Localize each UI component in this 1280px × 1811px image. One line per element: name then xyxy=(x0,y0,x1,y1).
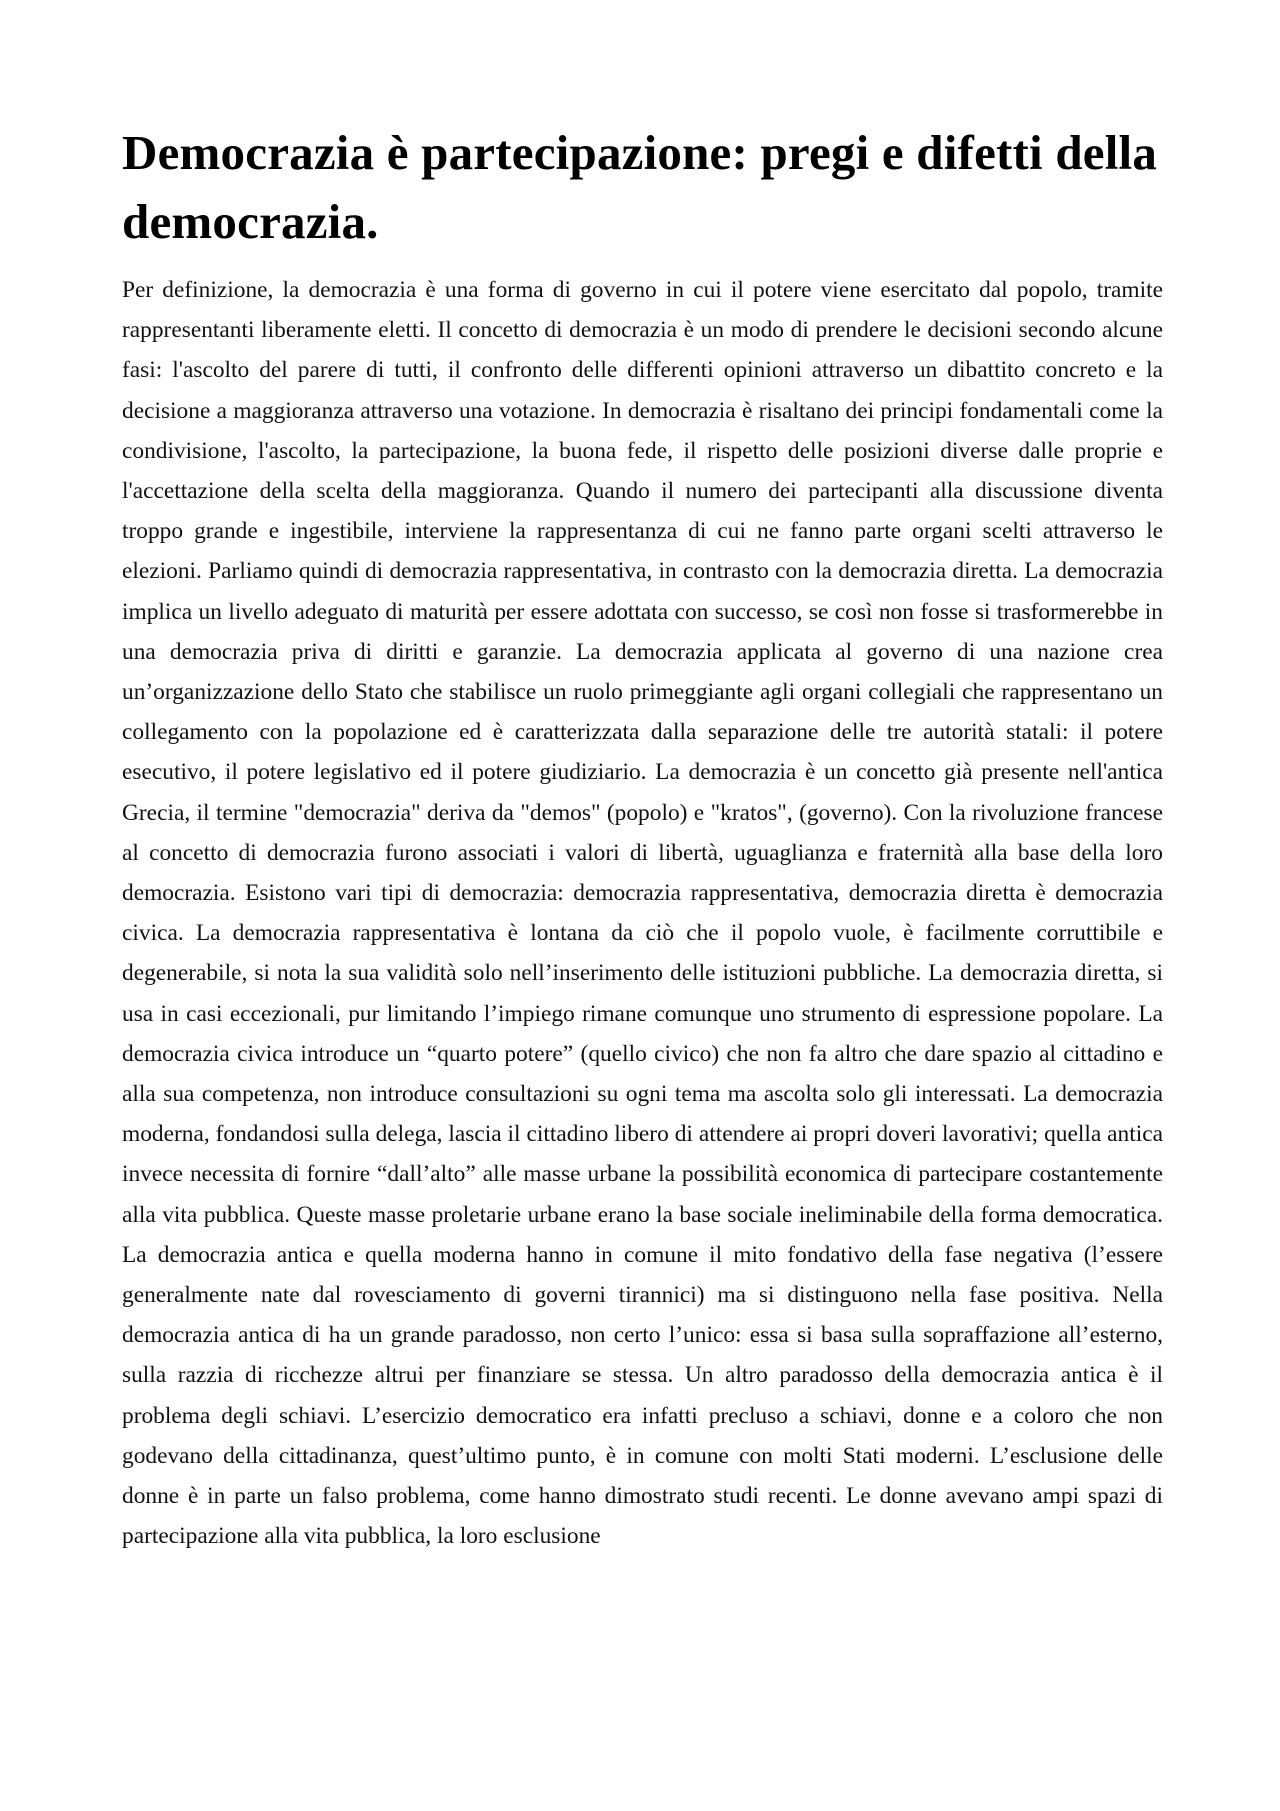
document-title: Democrazia è partecipazione: pregi e difetti della democrazia. xyxy=(122,125,1158,249)
document-body: Per definizione, la democrazia è una forma di governo in cui il potere viene esercitato dal popolo, tramite rappresentanti liberamente eletti. Il concetto di democrazia è un modo di prendere le decisioni secondo alcune fasi: l'ascolto del parere di tutti, il confronto delle differenti opinioni attraverso un dibattito concreto e la decisione a maggioranza attraverso una votazione. In democrazia è risaltano dei principi fondamentali come la condivisione, l'ascolto, la partecipazione, la buona fede, il rispetto delle posizioni diverse dalle proprie e l'accettazione della scelta della maggioranza. Quando il numero dei partecipanti alla discussione diventa troppo grande e ingestibile, interviene la rappresentanza di cui ne fanno parte organi scelti attraverso le elezioni. Parliamo quindi di democrazia rappresentativa, in contrasto con la democrazia diretta. La democrazia implica un livello adeguato di maturità per essere adottata con successo, se così non fosse si trasformerebbe in una democrazia priva di diritti e garanzie. La democrazia applicata al governo di una nazione crea un’organizzazione dello Stato che stabilisce un ruolo primeggiante agli organi collegiali che rappresentano un collegamento con la popolazione ed è caratterizzata dalla separazione delle tre autorità statali: il potere esecutivo, il potere legislativo ed il potere giudiziario. La democrazia è un concetto già presente nell'antica Grecia, il termine "democrazia" deriva da "demos" (popolo) e "kratos", (governo). Con la rivoluzione francese al concetto di democrazia furono associati i valori di libertà, uguaglianza e fraternità alla base della loro democrazia. Esistono vari tipi di democrazia: democrazia rappresentativa, democrazia diretta è democrazia civica. La democrazia rappresentativa è lontana da ciò che il popolo vuole, è facilmente corruttibile e degenerabile, si nota la sua validità solo nell’inserimento delle istituzioni pubbliche. La democrazia diretta, si usa in casi eccezionali, pur limitando l’impiego rimane comunque uno strumento di espressione popolare. La democrazia civica introduce un “quarto potere” (quello civico) che non fa altro che dare spazio al cittadino e alla sua competenza, non introduce consultazioni su ogni tema ma ascolta solo gli interessati. La democrazia moderna, fondandosi sulla delega, lascia il cittadino libero di attendere ai propri doveri lavorativi; quella antica invece necessita di fornire “dall’alto” alle masse urbane la possibilità economica di partecipare costantemente alla vita pubblica. Queste masse proletarie urbane erano la base sociale ineliminabile della forma democratica. La democrazia antica e quella moderna hanno in comune il mito fondativo della fase negativa (l’essere generalmente nate dal rovesciamento di governi tirannici) ma si distinguono nella fase positiva. Nella democrazia antica di ha un grande paradosso, non certo l’unico: essa si basa sulla sopraffazione all’esterno, sulla razzia di ricchezze altrui per finanziare se stessa. Un altro paradosso della democrazia antica è il problema degli schiavi. L’esercizio democratico era infatti precluso a schiavi, donne e a coloro che non godevano della cittadinanza, quest’ultimo punto, è in comune con molti Stati moderni. L’esclusione delle donne è in parte un falso problema, come hanno dimostrato studi recenti. Le donne avevano ampi spazi di partecipazione alla vita pubblica, la loro esclusione xyxy=(122,277,1163,1550)
document-content xyxy=(122,118,1163,1557)
